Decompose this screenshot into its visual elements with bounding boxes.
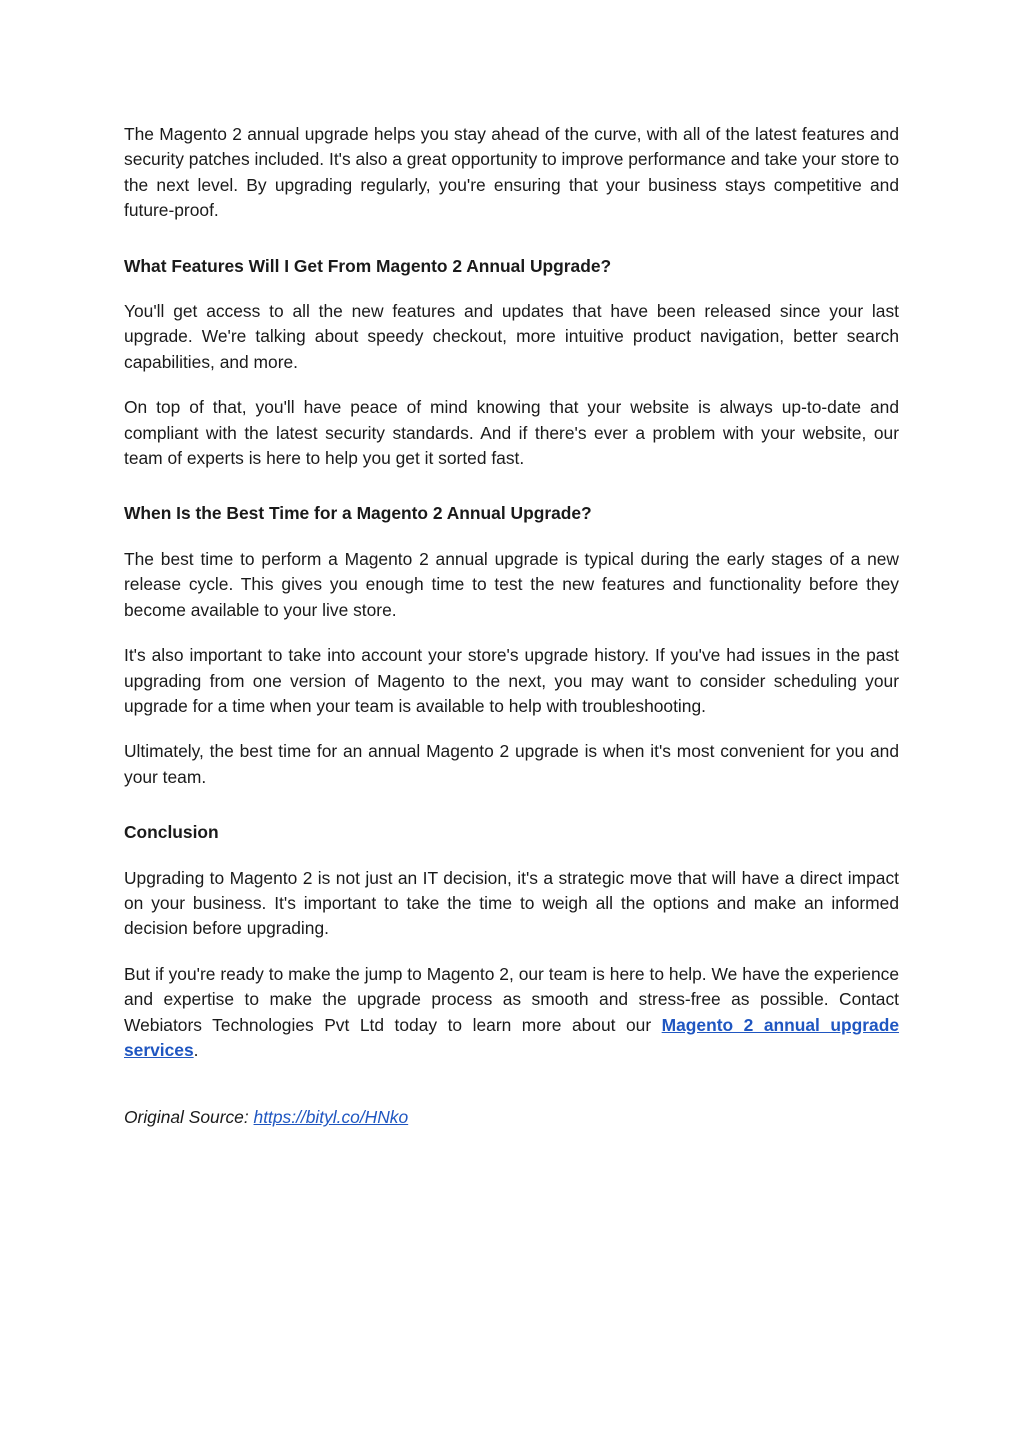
best-time-paragraph-2: It's also important to take into account your store's upgrade history. If you've had issues in the past upgrading from one version of Magento to the next, you may want to consider scheduling your upgrade for a time when your team is available to help with troubleshooting. [124, 645, 899, 716]
original-source-link[interactable]: https://bityl.co/HNko [253, 1107, 409, 1128]
conclusion-paragraph-1: Upgrading to Magento 2 is not just an IT decision, it's a strategic move that will have a direct impact on your business. It's important to take the time to weigh all the options and make an informed decision before upgrading. [124, 867, 899, 939]
original-source [124, 1105, 899, 1130]
features-paragraph-2: On top of that, you'll have peace of mind knowing that your website is always up-to-date and compliant with the latest security standards. And if there's ever a problem with your website, our team of experts is here to help you get it sorted fast. [124, 397, 899, 469]
best-time-paragraph-3: Ultimately, the best time for an annual Magento 2 upgrade is when it's most convenient for you and your team. [124, 741, 899, 787]
section-heading-features: What Features Will I Get From Magento 2 Annual Upgrade? [124, 255, 612, 276]
original-source-label: Original Source: [124, 1107, 254, 1128]
conclusion-paragraph-2-end: . [193, 1039, 199, 1060]
section-heading-conclusion: Conclusion [124, 822, 219, 843]
best-time-paragraph-1: The best time to perform a Magento 2 annual upgrade is typical during the early stages of a new release cycle. This gives you enough time to test the new features and functionality before they become available to your live store. [124, 548, 899, 620]
document-page [124, 122, 899, 1151]
conclusion-paragraph-2-text: But if you're ready to make the jump to Magento 2, our team is here to help. We have the experience and expertise to make the upgrade process as smooth and stress-free as possible. Contact Webiators Technologies Pvt Ltd today to learn more about our [124, 963, 899, 1035]
section-heading-best-time: When Is the Best Time for a Magento 2 Annual Upgrade? [124, 503, 592, 524]
magento-upgrade-services-link[interactable]: Magento 2 annual upgrade services [124, 1014, 900, 1060]
conclusion-paragraph-2 [124, 962, 899, 1064]
features-paragraph-1: You'll get access to all the new features and updates that have been released since your last upgrade. We're talking about speedy checkout, more intuitive product navigation, better search capabilities, and more. [124, 301, 899, 372]
intro-paragraph: The Magento 2 annual upgrade helps you stay ahead of the curve, with all of the latest features and security patches included. It's also a great opportunity to improve performance and take your store to the next level. By upgrading regularly, you're ensuring that your business stays competitive and future-proof. [124, 124, 899, 221]
